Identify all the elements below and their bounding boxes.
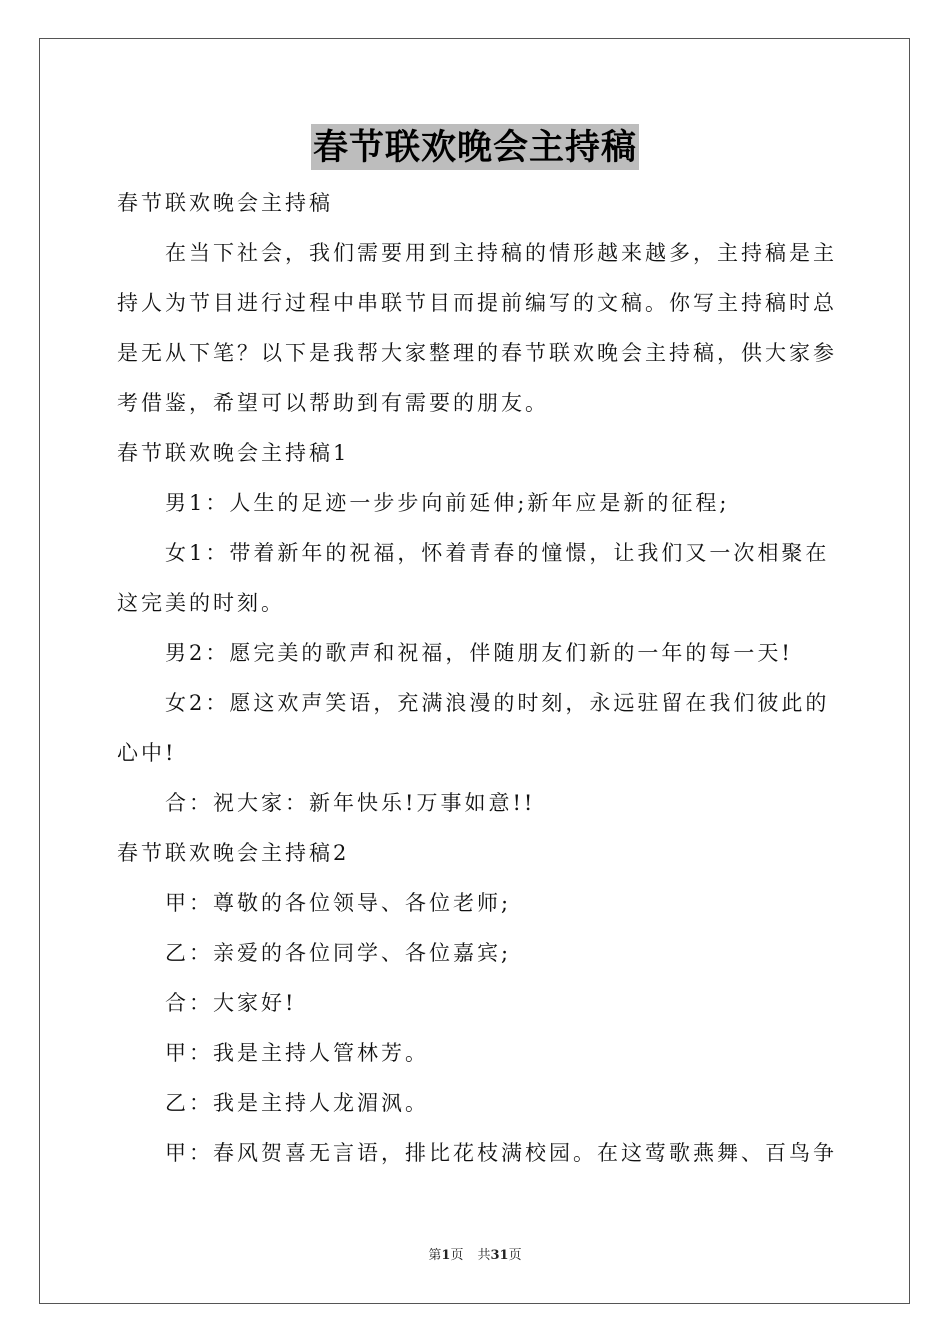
paragraph-line: 男1：人生的足迹一步步向前延伸;新年应是新的征程; — [165, 491, 730, 515]
paragraph-line: 在当下社会，我们需要用到主持稿的情形越来越多，主持稿是主 — [165, 241, 837, 265]
paragraph-line: 乙：我是主持人龙湄沨。 — [165, 1091, 429, 1115]
paragraph-line: 合：大家好! — [165, 991, 297, 1015]
paragraph-line: 男2：愿完美的歌声和祝福，伴随朋友们新的一年的每一天! — [165, 641, 793, 665]
paragraph-line: 是无从下笔？以下是我帮大家整理的春节联欢晚会主持稿，供大家参 — [117, 341, 837, 365]
paragraph-line: 合：祝大家：新年快乐!万事如意!! — [165, 791, 536, 815]
paragraph-line: 甲：我是主持人管林芳。 — [165, 1041, 429, 1065]
paragraph-line: 甲：春风贺喜无言语，排比花枝满校园。在这莺歌燕舞、百鸟争 — [165, 1141, 837, 1165]
title-container — [0, 124, 950, 170]
paragraph-line: 春节联欢晚会主持稿 — [117, 191, 333, 215]
page-prefix: 第 — [428, 1248, 442, 1263]
section-heading: 春节联欢晚会主持稿2 — [117, 841, 350, 865]
page-footer — [0, 1247, 950, 1265]
paragraph-line: 乙：亲爱的各位同学、各位嘉宾; — [165, 941, 512, 965]
paragraph-line: 这完美的时刻。 — [117, 591, 285, 615]
total-prefix: 共 — [477, 1248, 491, 1263]
page-number: 1 — [441, 1248, 451, 1263]
section-heading: 春节联欢晚会主持稿1 — [117, 441, 350, 465]
paragraph-line: 持人为节目进行过程中串联节目而提前编写的文稿。你写主持稿时总 — [117, 291, 837, 315]
page-suffix: 页 — [450, 1248, 464, 1263]
paragraph-line: 女2：愿这欢声笑语，充满浪漫的时刻，永远驻留在我们彼此的 — [165, 691, 830, 715]
total-pages: 31 — [490, 1248, 509, 1263]
paragraph-line: 心中! — [117, 741, 177, 765]
paragraph-line: 考借鉴，希望可以帮助到有需要的朋友。 — [117, 391, 549, 415]
document-body — [117, 178, 837, 1178]
document-title: 春节联欢晚会主持稿 — [311, 124, 639, 170]
paragraph-line: 甲：尊敬的各位领导、各位老师; — [165, 891, 512, 915]
total-suffix: 页 — [508, 1248, 522, 1263]
paragraph-line: 女1：带着新年的祝福，怀着青春的憧憬，让我们又一次相聚在 — [165, 541, 830, 565]
